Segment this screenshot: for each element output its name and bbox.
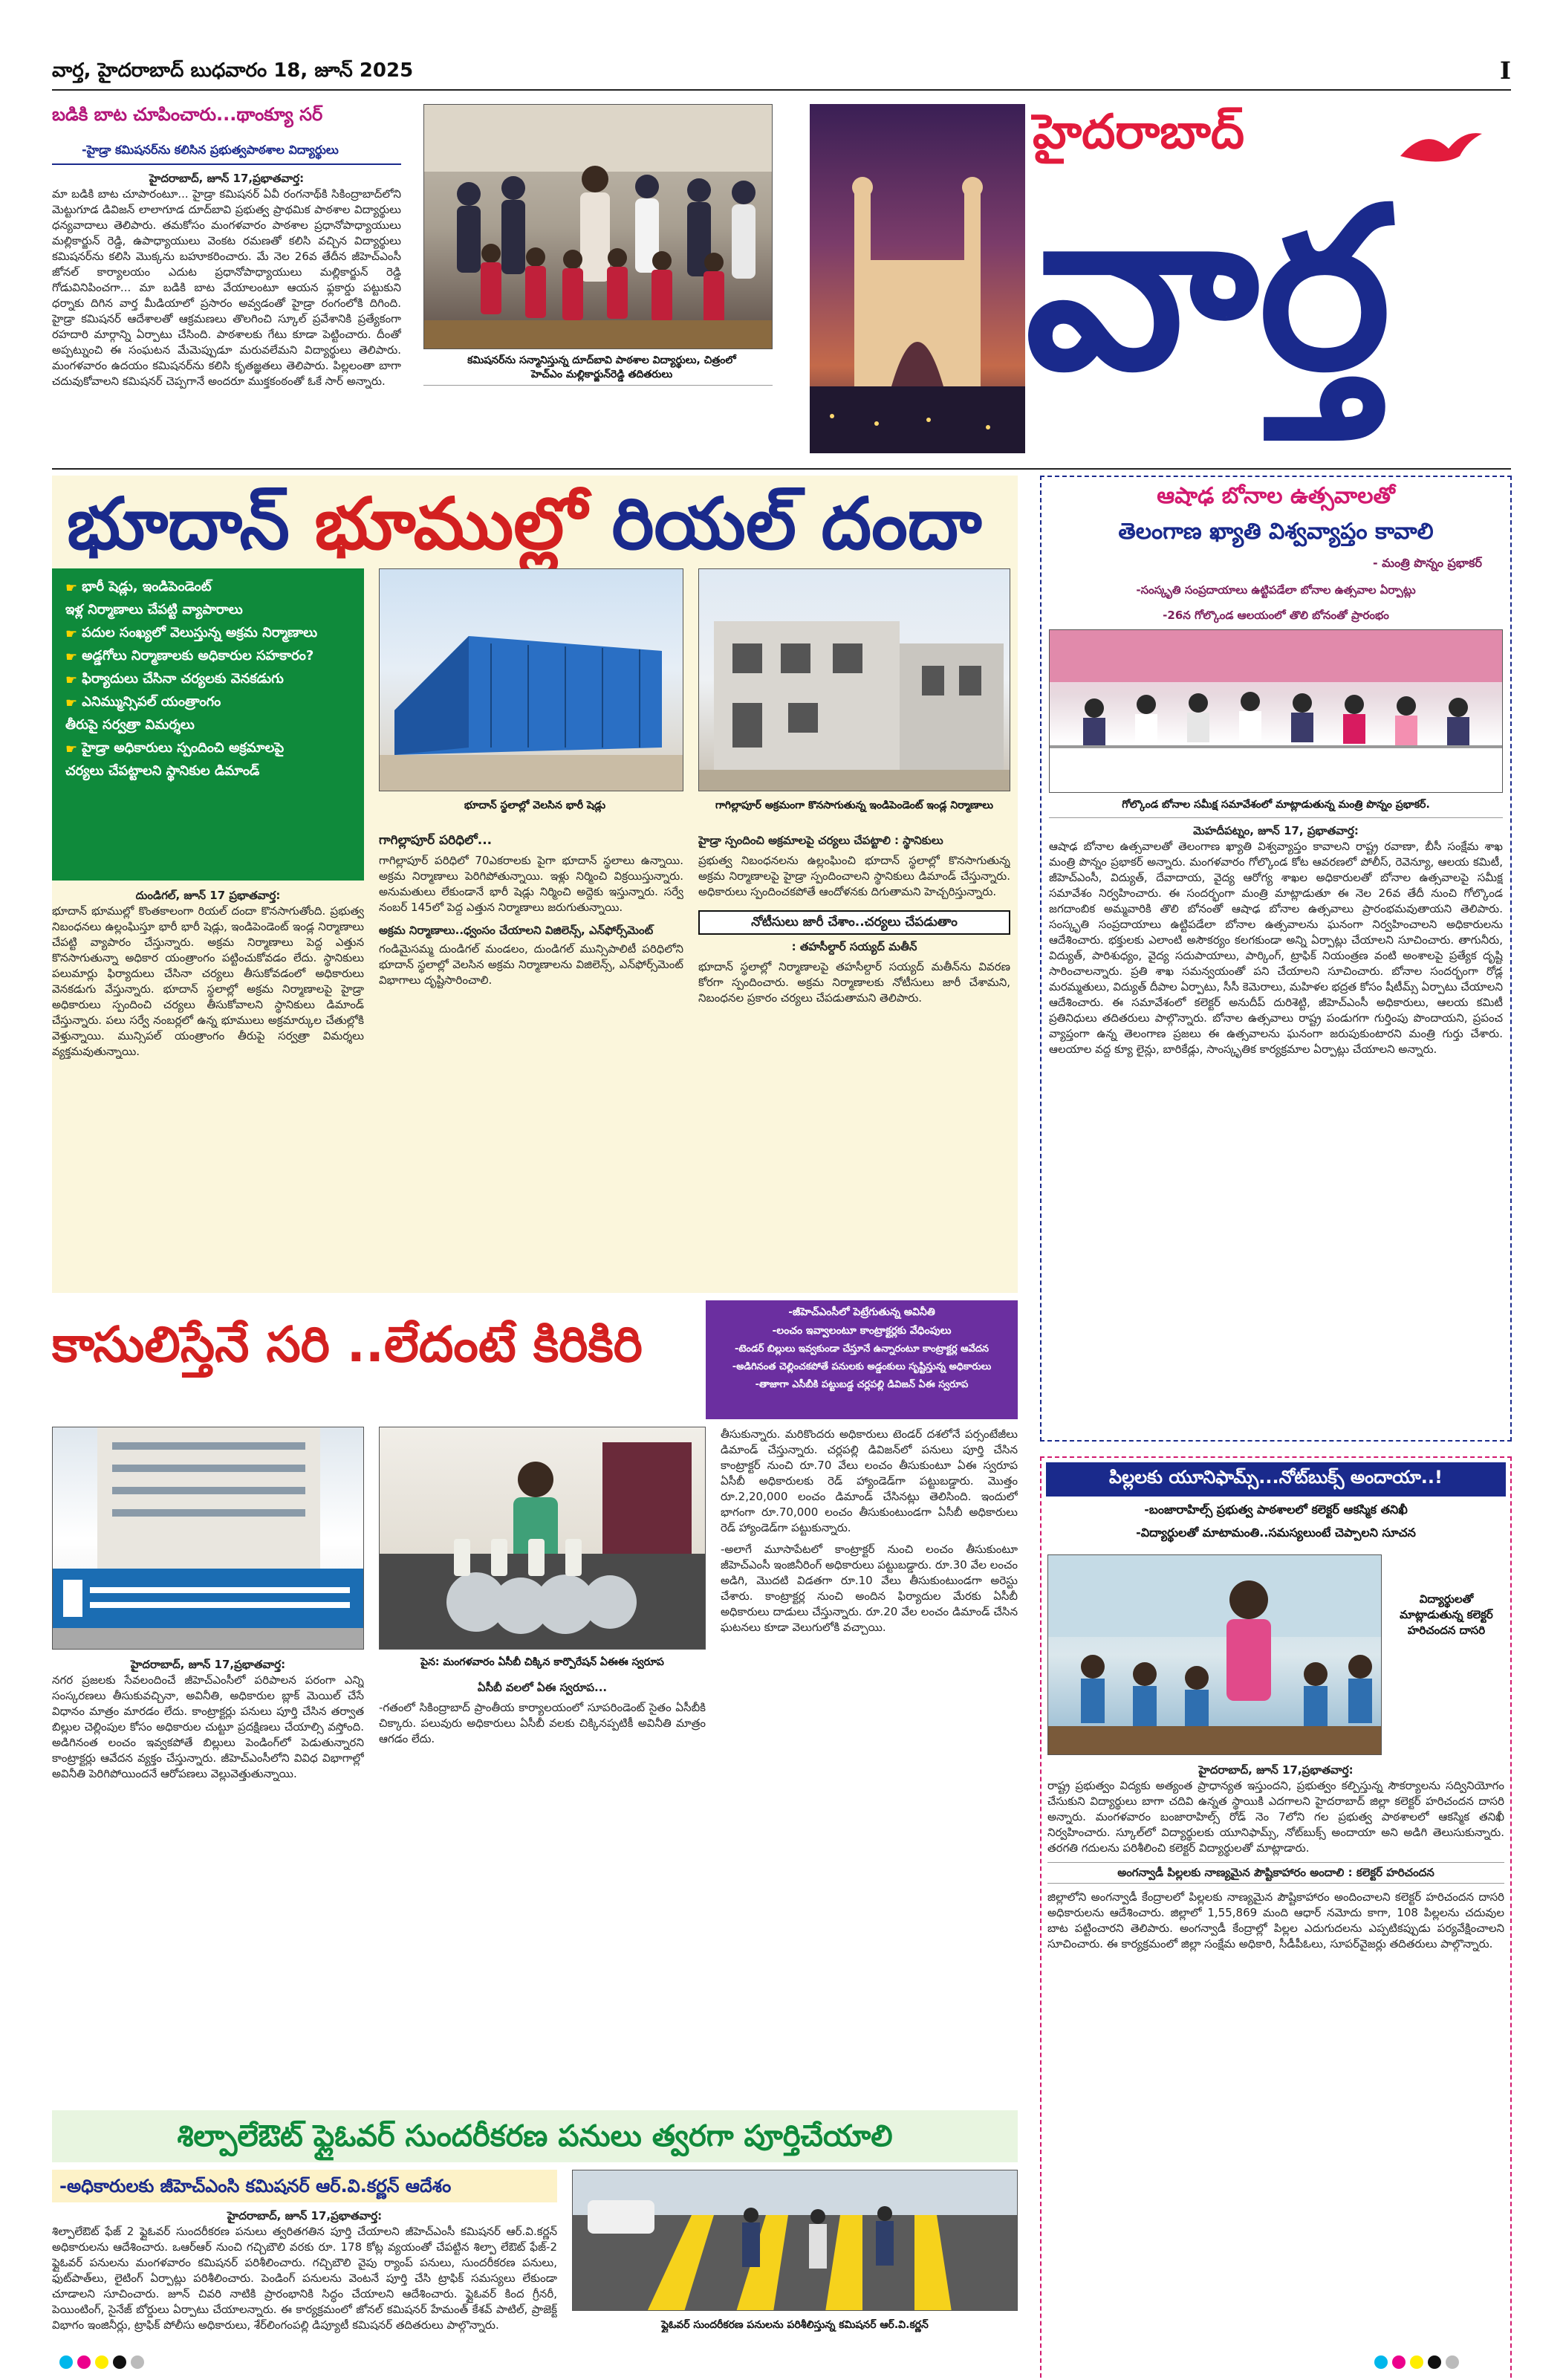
classroom-illustration xyxy=(1048,1555,1382,1755)
story-thanks-dateline: హైదరాబాద్, జూన్ 17,ప్రభాతవార్త: xyxy=(149,172,305,185)
reg-yellow xyxy=(95,2355,108,2369)
story-thanks-caption-rule xyxy=(423,385,773,386)
flyover-photo xyxy=(572,2170,1018,2311)
highlight-1: ☛ భారీ షెడ్లు, ఇండిపెండెంట్ xyxy=(65,579,212,596)
bonalu-caption-rule xyxy=(1049,817,1503,818)
bonalu-sub1: - మంత్రి పొన్నం ప్రభాకర్ xyxy=(1372,556,1482,570)
bhoodan-body4: ప్రభుత్వ నిబంధనలను ఉల్లంఘించి భూదాన్ స్థలాల్లో కొనసాగుతున్న అక్రమ నిర్మాణాలపై హైడ్రా స్పందించాలని స్థానికులు డిమాండ్ చేస్తున్నారు. అధికారులు స్పందించకపోతే ఆందోళనకు దిగుతామని హెచ్చరిస్తున్నారు. xyxy=(698,854,1010,898)
charminar-photo xyxy=(810,104,1025,453)
story-thanks-body1 xyxy=(52,171,401,446)
bhoodan-subhead3: హైడ్రా స్పందించి అక్రమాలపై చర్యలు చేపట్టాలి : స్థానికులు xyxy=(698,834,943,847)
bonalu-dateline: మెహదీపట్నం, జూన్ 17, ప్రభాతవార్త: xyxy=(1193,824,1359,837)
kasulu-subhead1: ఏసీబీ వలలో ఏఈ స్వరూప... xyxy=(477,1681,608,1694)
banjara-headline: పిల్లలకు యూనిఫామ్స్...నోట్‌బుక్స్ అందాయా..! xyxy=(1046,1462,1506,1497)
reg-black-r xyxy=(1428,2355,1441,2369)
kasulu-bullet-4: -అడిగినంత చెల్లించకపోతే పనులకు అడ్డంకులు సృష్టిస్తున్న అధికారులు xyxy=(732,1361,992,1372)
kasulu-col1 xyxy=(52,1657,364,2103)
highlight-8: ☛ హైడ్రా అధికారులు స్పందించి అక్రమాలపై xyxy=(65,740,285,757)
registration-marks-left xyxy=(59,2355,208,2370)
bonalu-headline1: ఆషాఢ బోనాల ఉత్సవాలతో xyxy=(1157,483,1395,509)
bhoodan-col1 xyxy=(52,888,364,1289)
page-number: I xyxy=(1500,56,1511,85)
registration-marks-right xyxy=(1374,2355,1523,2370)
kasulu-dateline: హైదరాబాద్, జూన్ 17,ప్రభాతవార్త: xyxy=(130,1658,286,1671)
bhoodan-dateline: దుండిగల్, జూన్ 17 ప్రభాతవార్త: xyxy=(135,889,281,902)
story-thanks-caption: కమిషనర్‌ను సన్మానిస్తున్న దూద్‌బావి పాఠశాల విద్యార్థులు, చిత్రంలో హెచ్ఎం మల్లికార్జున్‌రెడ్డి తదితరులు xyxy=(467,354,736,380)
acb-arrest-illustration xyxy=(380,1427,706,1650)
kasulu-body1: నగర ప్రజలకు సేవలందించే జీహెచ్ఎంసీలో పరిపాలన పరంగా ఎన్ని సంస్కరణలు తీసుకువచ్చినా, అవినీతి, అధికారుల బ్లాక్ మెయిల్ చేసే విధానం మాత్రం మారడం లేదు. కాంట్రాక్టర్లు పనులు పూర్తి చేసిన తర్వాత బిల్లుల చెల్లింపుల కోసం అధికారుల చుట్టూ ప్రదక్షిణలు చేయాల్సి వస్తోంది. అడిగినంత లంచం ఇవ్వకపోతే బిల్లులు పెండింగ్‌లో పెడుతున్నారని కాంట్రాక్టర్లు ఆవేదన వ్యక్తం చేస్తున్నారు. జీహెచ్ఎంసీలోని వివిధ విభాగాల్లో అవినీతి పెరిగిపోయిందనే ఆరోపణలు వెల్లువెత్తుతున్నాయి. xyxy=(52,1673,364,1780)
banjara-dateline: హైదరాబాద్, జూన్ 17,ప్రభాతవార్త: xyxy=(1198,1763,1354,1777)
highlight-3: ☛ పదుల సంఖ్యలో వెలుస్తున్న అక్రమ నిర్మాణాలు xyxy=(65,625,318,642)
kasulu-col3 xyxy=(721,1427,1018,2103)
bhoodan-body2: గాగిల్లాపూర్ పరిధిలో 70ఎకరాలకు పైగా భూదాన్ స్థలాలు ఉన్నాయి. అక్రమ నిర్మాణాలు పెరిగిపోతున్నాయి. ఇళ్లు నిర్మించి విక్రయిస్తున్నారు. అనుమతులు లేకుండానే భారీ షెడ్లు నిర్మించి అద్దెకు ఇస్తున్నారు. సర్వే నంబర్ 145లో పెద్ద ఎత్తున నిర్మాణాలు జరుగుతున్నాయి. xyxy=(379,854,683,914)
ghmc-building-photo xyxy=(52,1427,364,1650)
highlight-9: చర్యలు చేపట్టాలని స్థానికుల డిమాండ్ xyxy=(65,763,260,779)
kasulu-body4: -అలాగే మూసాపేటలో కాంట్రాక్టర్ నుంచి లంచం తీసుకుంటూ జీహెచ్ఎంసీ ఇంజినీరింగ్ అధికారులు పట్టుబడ్డారు. రూ.30 వేల లంచం అడిగి, మొదటి విడతగా రూ.10 వేలు తీసుకుంటుండగా అరెస్టు చేశారు. కాంట్రాక్టర్ల నుంచి అందిన ఫిర్యాదుల మేరకు ఏసీబీ అధికారులు దాడులు చేస్తున్నారు. రూ.20 వేల లంచం డిమాండ్ చేసిన ఘటనలు కూడా వెలుగులోకి వచ్చాయి. xyxy=(721,1543,1018,1634)
reg-cyan-r xyxy=(1374,2355,1388,2369)
kasulu-col2 xyxy=(379,1676,706,2103)
banjara-body1: రాష్ట్ర ప్రభుత్వం విద్యకు అత్యంత ప్రాధాన్యత ఇస్తుందని, ప్రభుత్వం కల్పిస్తున్న సౌకర్యాలను సద్వినియోగం చేసుకుని విద్యార్థులు బాగా చదివి ఉన్నత స్థాయికి ఎదగాలని హైదరాబాద్ జిల్లా కలెక్టర్ హరిచందన దాసరి అన్నారు. మంగళవారం బంజారాహిల్స్ రోడ్ నెం 7లోని గల ప్రభుత్వ పాఠశాలలో ఆకస్మిక తనిఖీ నిర్వహించారు. స్కూల్‌లో విద్యార్థులకు యూనిఫామ్స్, నోట్‌బుక్స్ అందాయా అని అడిగి తెలుసుకున్నారు. తరగతి గదులను పరిశీలించి కలెక్టర్ విద్యార్థులతో మాట్లాడారు. xyxy=(1047,1779,1504,1855)
shilpa-headline: శిల్పాలేఔట్ ఫ్లైఓవర్ సుందరీకరణ పనులు త్వరగా పూర్తిచేయాలి xyxy=(52,2110,1018,2162)
story-bhoodan xyxy=(52,476,1018,1293)
masthead-small: హైదరాబాద్ xyxy=(1033,104,1245,160)
bonalu-body: ఆషాఢ బోనాల ఉత్సవాలతో తెలంగాణ ఖ్యాతి విశ్వవ్యాప్తం కావాలని రాష్ట్ర రవాణా, బీసీ సంక్షేమ శాఖ మంత్రి పొన్నం ప్రభాకర్ అన్నారు. మంగళవారం గోల్కొండ కోట ఆవరణలో పోలీస్, రెవెన్యూ, ఆలయ కమిటీ, జీహెచ్ఎంసీ, విద్యుత్, దేవాదాయ, వైద్య ఆరోగ్య శాఖల అధికారులతో బోనాల ఉత్సవాలపై సమీక్ష సమావేశం నిర్వహించారు. ఈ సందర్భంగా మంత్రి మాట్లాడుతూ ఈ నెల 26వ తేదీ నుంచి గోల్కొండ జగదాంబిక అమ్మవారికి తొలి బోనంతో ఆషాఢ బోనాల ఉత్సవాలు ప్రారంభమవుతాయని తెలిపారు. సంస్కృతి సంప్రదాయాలు ఉట్టిపడేలా బోనాల ఉత్సవాలను ఘనంగా నిర్వహించాలని అధికారులను ఆదేశించారు. భక్తులకు ఎలాంటి అసౌకర్యం కలగకుండా అన్ని ఏర్పాట్లు చేయాలని సూచించారు. తాగునీరు, విద్యుత్, పారిశుధ్యం, వైద్య సదుపాయాలు, పార్కింగ్, ట్రాఫిక్ నియంత్రణ వంటి అంశాలపై ప్రత్యేక దృష్టి సారించాలన్నారు. ప్రతి శాఖ సమన్వయంతో పని చేయాలని సూచించారు. బోనాల సందర్భంగా రోడ్ల మరమ్మతులు, విద్యుత్ దీపాల ఏర్పాటు, సీసీ కెమెరాలు, మహిళల భద్రత కోసం షీటీమ్స్ ఏర్పాటు చేయాలని ఆదేశించారు. ఈ సమావేశంలో కలెక్టర్ అనుదీప్ దురిశెట్టి, జీహెచ్ఎంసీ అధికారులు, ఆలయ కమిటీ ప్రతినిధులు తదితరులు పాల్గొన్నారు. బోనాల ఉత్సవాలు రాష్ట్ర పండుగగా గుర్తింపు పొందాయని, ప్రపంచ వ్యాప్తంగా ఉన్న తెలంగాణ ప్రజలు ఈ ఉత్సవాలను ఘనంగా జరుపుకుంటారని మంత్రి గుర్తు చేశారు. ఆలయాల వద్ద క్యూ లైన్లు, బారికేడ్లు, సాంస్కృతిక కార్యక్రమాల ఏర్పాట్లు చేయాలని అన్నారు. xyxy=(1049,840,1503,1056)
reg-cyan xyxy=(59,2355,73,2369)
kasulu-bullet-1: -జీహెచ్ఎంసీలో పెట్రేగుతున్న అవినీతి xyxy=(788,1306,935,1318)
kasulu-bullet-5: -తాజాగా ఎసీబీకి పట్టుబడ్డ చర్లపల్లి డివిజన్ ఏఈ స్వరూప xyxy=(755,1379,969,1390)
page-header xyxy=(52,56,1511,86)
banjara-photo xyxy=(1047,1554,1382,1755)
story-thanks xyxy=(52,104,795,453)
ae-swaroopa-photo xyxy=(379,1427,706,1650)
banjara-body-block xyxy=(1047,1763,1504,2380)
header-rule xyxy=(52,89,1511,91)
house-illustration xyxy=(699,569,1010,791)
highlight-7: తీరుపై సర్వత్రా విమర్శలు xyxy=(65,717,195,733)
bhoodan-body1: భూదాన్ భూముల్లో కొంతకాలంగా రియల్ దందా కొనసాగుతోంది. ప్రభుత్వ నిబంధనలు ఉల్లంఘిస్తూ భారీ భారీ షెడ్లు, ఇండిపెండెంట్ ఇండ్ల నిర్మాణాలు చేపట్టి వ్యాపారం చేస్తున్నారు. అక్రమ నిర్మాణాలు పెద్ద ఎత్తున కొనసాగుతున్నా అధికార యంత్రాంగం పట్టించుకోవడం లేదు. స్థానికులు పలుమార్లు ఫిర్యాదులు చేసినా చర్యలు తీసుకోవడంలో అధికారులు వెనకడుగు వేస్తున్నారు. భూదాన్ స్థలాల్లో అక్రమ నిర్మాణాలపై హైడ్రా అధికారులు స్పందించి చర్యలు తీసుకోవాలని స్థానికులు డిమాండ్ చేస్తున్నారు. పలు సర్వే నంబర్లలో ఉన్న భూములు అక్రమార్కుల చేతుల్లోకి వెళ్తున్నాయి. మున్సిపల్ యంత్రాంగం తీరుపై సర్వత్రా విమర్శలు వ్యక్తమవుతున్నాయి. xyxy=(52,904,364,1058)
bonalu-body-block xyxy=(1049,823,1503,1433)
bird-logo-icon xyxy=(1397,126,1486,174)
bonalu-caption: గోల్కొండ బోనాల సమీక్ష సమావేశంలో మాట్లాడుతున్న మంత్రి పొన్నం ప్రభాకర్. xyxy=(1122,799,1430,811)
highlight-4: ☛ అడ్డగోలు నిర్మాణాలకు అధికారుల సహకారం? xyxy=(65,648,314,665)
banjara-subhead: అంగన్వాడీ పిల్లలకు నాణ్యమైన పౌష్టికాహారం అందాలి : కలెక్టర్ హరిచందన xyxy=(1047,1862,1504,1884)
story-thanks-subhead: -హైడ్రా కమిషనర్‌ను కలిసిన ప్రభుత్వపాఠశాల విద్యార్థులు xyxy=(82,143,339,157)
bhoodan-subhead2: అక్రమ నిర్మాణాలు..ధ్వంసం చేయాలని విజిలెన్స్, ఎన్‌ఫోర్స్‌మెంట్ xyxy=(379,924,654,937)
bonalu-headline2: తెలంగాణ ఖ్యాతి విశ్వవ్యాప్తం కావాలి xyxy=(1118,519,1434,545)
pointer-icon: ☛ xyxy=(65,695,78,711)
bhoodan-headline-1: భూదాన్ xyxy=(67,482,290,565)
charminar-illustration xyxy=(810,104,1025,453)
pointer-icon: ☛ xyxy=(65,580,78,596)
shilpa-sub: -అధికారులకు జీహెచ్ఎంసి కమిషనర్ ఆర్.వి.కర్ణన్ ఆదేశం xyxy=(52,2170,557,2202)
bonalu-sub3: -26న గోల్కొండ ఆలయంలో తొలి బోనంతో ప్రారంభం xyxy=(1163,609,1389,622)
pointer-icon: ☛ xyxy=(65,742,78,757)
bhoodan-quote-title: నోటీసులు జారీ చేశాం..చర్యలు చేపడుతాం xyxy=(698,910,1010,935)
bhoodan-house-caption: గాగిల్లాపూర్ అక్రమంగా కొనసాగుతున్న ఇండిపెండెంట్ ఇండ్ల నిర్మాణాలు xyxy=(715,800,993,811)
bhoodan-headline-3: రియల్ దందా xyxy=(611,482,982,565)
ghmc-building-illustration xyxy=(53,1427,364,1650)
masthead xyxy=(810,104,1512,453)
divider-1 xyxy=(52,468,1511,470)
students-photo-illustration xyxy=(424,105,773,349)
bhoodan-headline-2: భూముల్లో xyxy=(314,482,588,565)
reg-magenta-r xyxy=(1392,2355,1406,2369)
shilpa-body-block xyxy=(52,2208,557,2341)
story-thanks-headline: బడికి బాట చూపించారు...థాంక్యూ సర్ xyxy=(52,104,323,125)
kasulu-body2: -గతంలో సికింద్రాబాద్ ప్రాంతీయ కార్యాలయంలో సూపరిండెంట్ సైతం ఏసీబీకి చిక్కారు. పలువురు అధికారులు ఏసీబీ వలకు చిక్కినప్పటికీ అవినీతి మాత్రం ఆగడం లేదు. xyxy=(379,1701,706,1745)
kasulu-bullets xyxy=(706,1300,1018,1419)
pointer-icon: ☛ xyxy=(65,626,78,642)
masthead-big: వార్త xyxy=(1025,160,1391,419)
kasulu-body3: తీసుకున్నారు. మరికొందరు అధికారులు టెండర్ దశలోనే పర్సంటేజీలు డిమాండ్ చేస్తున్నారు. చర్లపల్లి డివిజన్‌లో పనులు పూర్తి చేసిన కాంట్రాక్టర్ నుంచి రూ.70 వేలు లంచం తీసుకుంటూ ఏఈ స్వరూప ఏసీబీ అధికారులకు రెడ్ హ్యాండెడ్‌గా పట్టుబడ్డారు. మొత్తం రూ.2,20,000 లంచం డిమాండ్ చేసినట్లు తెలిసింది. ఇందులో భాగంగా రూ.70,000 లంచం తీసుకుంటుండగా ఏసీబీ అధికారులు రెడ్ హ్యాండెడ్‌గా పట్టుకున్నారు. xyxy=(721,1427,1018,1534)
shilpa-body: శిల్పాలేఔట్ ఫేజ్ 2 ఫ్లైఓవర్ సుందరీకరణ పనులు త్వరితగతిన పూర్తి చేయాలని జీహెచ్ఎంసీ కమిషనర్ ఆర్.వి.కర్ణన్ అధికారులను ఆదేశించారు. ఒఆర్ఆర్ నుంచి గచ్చిబౌలి వరకు రూ. 178 కోట్ల వ్యయంతో చేపట్టిన శిల్పా లేఔట్ ఫేజ్-2 ఫ్లైఓవర్ పనులను మంగళవారం కమిషనర్ పరిశీలించారు. గచ్చిబౌలి వైపు ర్యాంప్ పనులు, సుందరీకరణ పనులు, ఫుట్‌పాత్‌లు, లైటింగ్ ఏర్పాట్లు పరిశీలించారు. పెండింగ్ పనులను వెంటనే పూర్తి చేసి ట్రాఫిక్ సమస్యలు లేకుండా చూడాలని సూచించారు. జూన్ చివరి నాటికి ప్రారంభానికి సిద్ధం చేయాలని ఆదేశించారు. ఫ్లైఓవర్ కింద గ్రీనరీ, పెయింటింగ్, సైనేజ్ బోర్డులు ఏర్పాటు చేయాలన్నారు. ఈ కార్యక్రమంలో జోనల్ కమిషనర్ హేమంత్ కేశవ్ పాటిల్, ప్రాజెక్ట్ విభాగం ఇంజినీర్లు, ట్రాఫిక్ పోలీసు అధికారులు, శేర్‌లింగంపల్లి డిప్యూటీ కమిషనర్ తదితరులు పాల్గొన్నారు. xyxy=(52,2225,557,2332)
bhoodan-shed-caption: భూదాన్ స్థలాల్లో వెలసిన భారీ షెడ్లు xyxy=(464,800,606,811)
highlight-5: ☛ ఫిర్యాదులు చేసినా చర్యలకు వెనకడుగు xyxy=(65,671,284,688)
bhoodan-house-photo xyxy=(698,568,1010,791)
reg-magenta xyxy=(77,2355,91,2369)
bhoodan-col3 xyxy=(698,829,1010,1289)
kasulu-caption: పైన: మంగళవారం ఏసీబీ చిక్కిన కార్పొరేషన్ ఏఈఈ స్వరూప xyxy=(420,1656,664,1668)
reg-yellow-r xyxy=(1410,2355,1423,2369)
bhoodan-subhead1: గాగిల్లాపూర్ పరిధిలో... xyxy=(379,833,493,848)
shilpa-caption: ఫ్లైఓవర్ సుందరీకరణ పనులను పరిశీలిస్తున్న కమిషనర్ ఆర్.వి.కర్ణన్ xyxy=(661,2319,929,2331)
flyover-illustration xyxy=(573,2170,1018,2311)
bhoodan-col2 xyxy=(379,829,683,1289)
banjara-sub1: -బంజారాహిల్స్ ప్రభుత్వ పాఠశాలలో కలెక్టర్ ఆకస్మిక తనిఖీ xyxy=(1144,1502,1408,1517)
pointer-icon: ☛ xyxy=(65,649,78,665)
bhoodan-quote-body: భూదాన్ స్థలాల్లో నిర్మాణాలపై తహసీల్దార్ సయ్యద్ మతీన్‌ను వివరణ కోరగా స్పందించారు. అక్రమ నిర్మాణాలకు నోటీసులు జారీ చేశామని, నిబంధనల ప్రకారం చర్యలు చేపడుతామని తెలిపారు. xyxy=(698,960,1010,1005)
header-date: వార్త, హైదరాబాద్ బుధవారం 18, జూన్ 2025 xyxy=(52,59,414,82)
reg-grey xyxy=(131,2355,144,2369)
reg-black xyxy=(113,2355,126,2369)
bonalu-sub2: -సంస్కృతి సంప్రదాయాలు ఉట్టిపడేలా బోనాల ఉత్సవాల ఏర్పాట్లు xyxy=(1136,583,1416,597)
story-thanks-photo xyxy=(423,104,773,349)
kasulu-headline: కాసులిస్తేనే సరి ..లేదంటే కిరికిరి xyxy=(52,1316,643,1373)
story-bonalu xyxy=(1040,476,1512,1442)
banjara-body2: జిల్లాలోని అంగన్వాడీ కేంద్రాలలో పిల్లలకు నాణ్యమైన పౌష్టికాహారం అందించాలని కలెక్టర్ హరిచందన దాసరి అధికారులను ఆదేశించారు. జిల్లాలో 1,55,869 మంది ఆధార్ నమోదు కాగా, 108 పిల్లలను చదువుల బాట పట్టించారని తెలిపారు. అంగన్వాడీ కేంద్రాల్లో పిల్లల ఎదుగుదలను ఎప్పటికప్పుడు పర్యవేక్షించాలని సూచించారు. ఈ కార్యక్రమంలో జిల్లా సంక్షేమ అధికారి, సీడీపీఓలు, సూపర్‌వైజర్లు తదితరులు పాల్గొన్నారు. xyxy=(1047,1890,1504,1951)
highlight-2: ఇళ్ల నిర్మాణాలు చేపట్టి వ్యాపారాలు xyxy=(65,602,243,617)
kasulu-bullet-3: -టెండర్ బిల్లులు ఇవ్వకుండా చేస్తూనే ఉన్నారంటూ కాంట్రాక్టర్ల ఆవేదన xyxy=(734,1343,990,1355)
shilpa-dateline: హైదరాబాద్, జూన్ 17,ప్రభాతవార్త: xyxy=(227,2209,383,2222)
story-thanks-text: మా బడికి బాట చూపారంటూ... హైడ్రా కమిషనర్ ఏవీ రంగనాథ్‌కి సికింద్రాబాద్‌లోని మెట్టుగూడ డివిజన్ లాలాగూడ దూద్‌బావి ప్రభుత్వ ప్రాథమిక పాఠశాల విద్యార్థులు ధన్యవాదాలు తెలిపారు. తమకోసం మంగళవారం పాఠశాల ప్రధానోపాధ్యాయులు మల్లికార్జున్ రెడ్డి, ఉపాధ్యాయులు వెంకట రమణతో కలిసి వచ్చిన విద్యార్థులు కమిషనర్‌ను కలిసి మొక్కను బహూకరించారు. మే నెల 26వ తేదీన జీహెచ్ఎంసీ జోనల్ కార్యాలయం ఎదుట ప్రధానోపాధ్యాయులు మల్లికార్జున్ రెడ్డి గోడువినిపించగా... మా బడికి బాట వేయాలంటూ ఆయన ఫ్లకార్డు పట్టుకుని ధర్నాకు దిగిన వార్త మీడియాలో ప్రసారం అవ్వడంతో హైడ్రా రంగంలోకి దిగింది. హైడ్రా కమిషనర్ ఆదేశాలతో ఆక్రమణలు తొలగించి స్కూల్ ప్రవేశానికి ప్రత్యేకంగా రహదారి మార్గాన్ని ఏర్పాటు చేసింది. పాఠశాలకు గేటు కూడా పెట్టించారు. దీంతో అప్పట్నుంచి ఈ సంఘటన మేమెప్పుడూ మరువలేమని విద్యార్థులు తెలిపారు. మంగళవారం ఉదయం కమిషనర్‌ను కలిసి కృతజ్ఞతలు తెలిపారు. పిల్లలంతా బాగా చదువుకోవాలని కమిషనర్ చెప్పగానే అందరూ ముక్తకంఠంతో ఓకే సార్ అన్నారు. xyxy=(52,187,401,388)
story-thanks-rule xyxy=(52,163,401,165)
bonalu-photo xyxy=(1049,629,1503,793)
story-banjara xyxy=(1040,1456,1512,2380)
highlight-6: ☛ ఎనిమ్మున్సిపల్ యంత్రాంగం xyxy=(65,694,221,711)
banjara-caption: విద్యార్థులతో మాట్లాడుతున్న కలెక్టర్ హరిచందన దాసరి xyxy=(1400,1592,1493,1637)
shed-illustration xyxy=(380,569,683,791)
bhoodan-body3: గండిమైసమ్మ దుండిగల్ మండలం, దుండిగల్ మున్సిపాలిటీ పరిధిలోని భూదాన్ స్థలాల్లో వెలసిన అక్రమ నిర్మాణాలను విజిలెన్స్, ఎన్‌ఫోర్స్‌మెంట్ విభాగాలు దృష్టిసారించాలి. xyxy=(379,942,683,987)
banjara-sub2: -విద్యార్థులతో మాటామంతి..సమస్యలుంటే చెప్పాలని సూచన xyxy=(1136,1525,1416,1540)
bhoodan-shed-photo xyxy=(379,568,683,791)
bhoodan-quote-by: : తహసీల్దార్ సయ్యద్ మతీన్ xyxy=(791,940,917,953)
story-shilpa xyxy=(52,2110,1018,2341)
bhoodan-highlights xyxy=(52,568,364,881)
pointer-icon: ☛ xyxy=(65,672,78,688)
bhoodan-headline xyxy=(67,483,982,565)
reg-grey-r xyxy=(1446,2355,1459,2369)
story-kasulu xyxy=(52,1300,1018,2103)
kasulu-bullet-2: -లంచం ఇవ్వాలంటూ కాంట్రాక్టర్లకు వేధింపులు xyxy=(772,1325,952,1337)
meeting-illustration xyxy=(1050,630,1503,793)
